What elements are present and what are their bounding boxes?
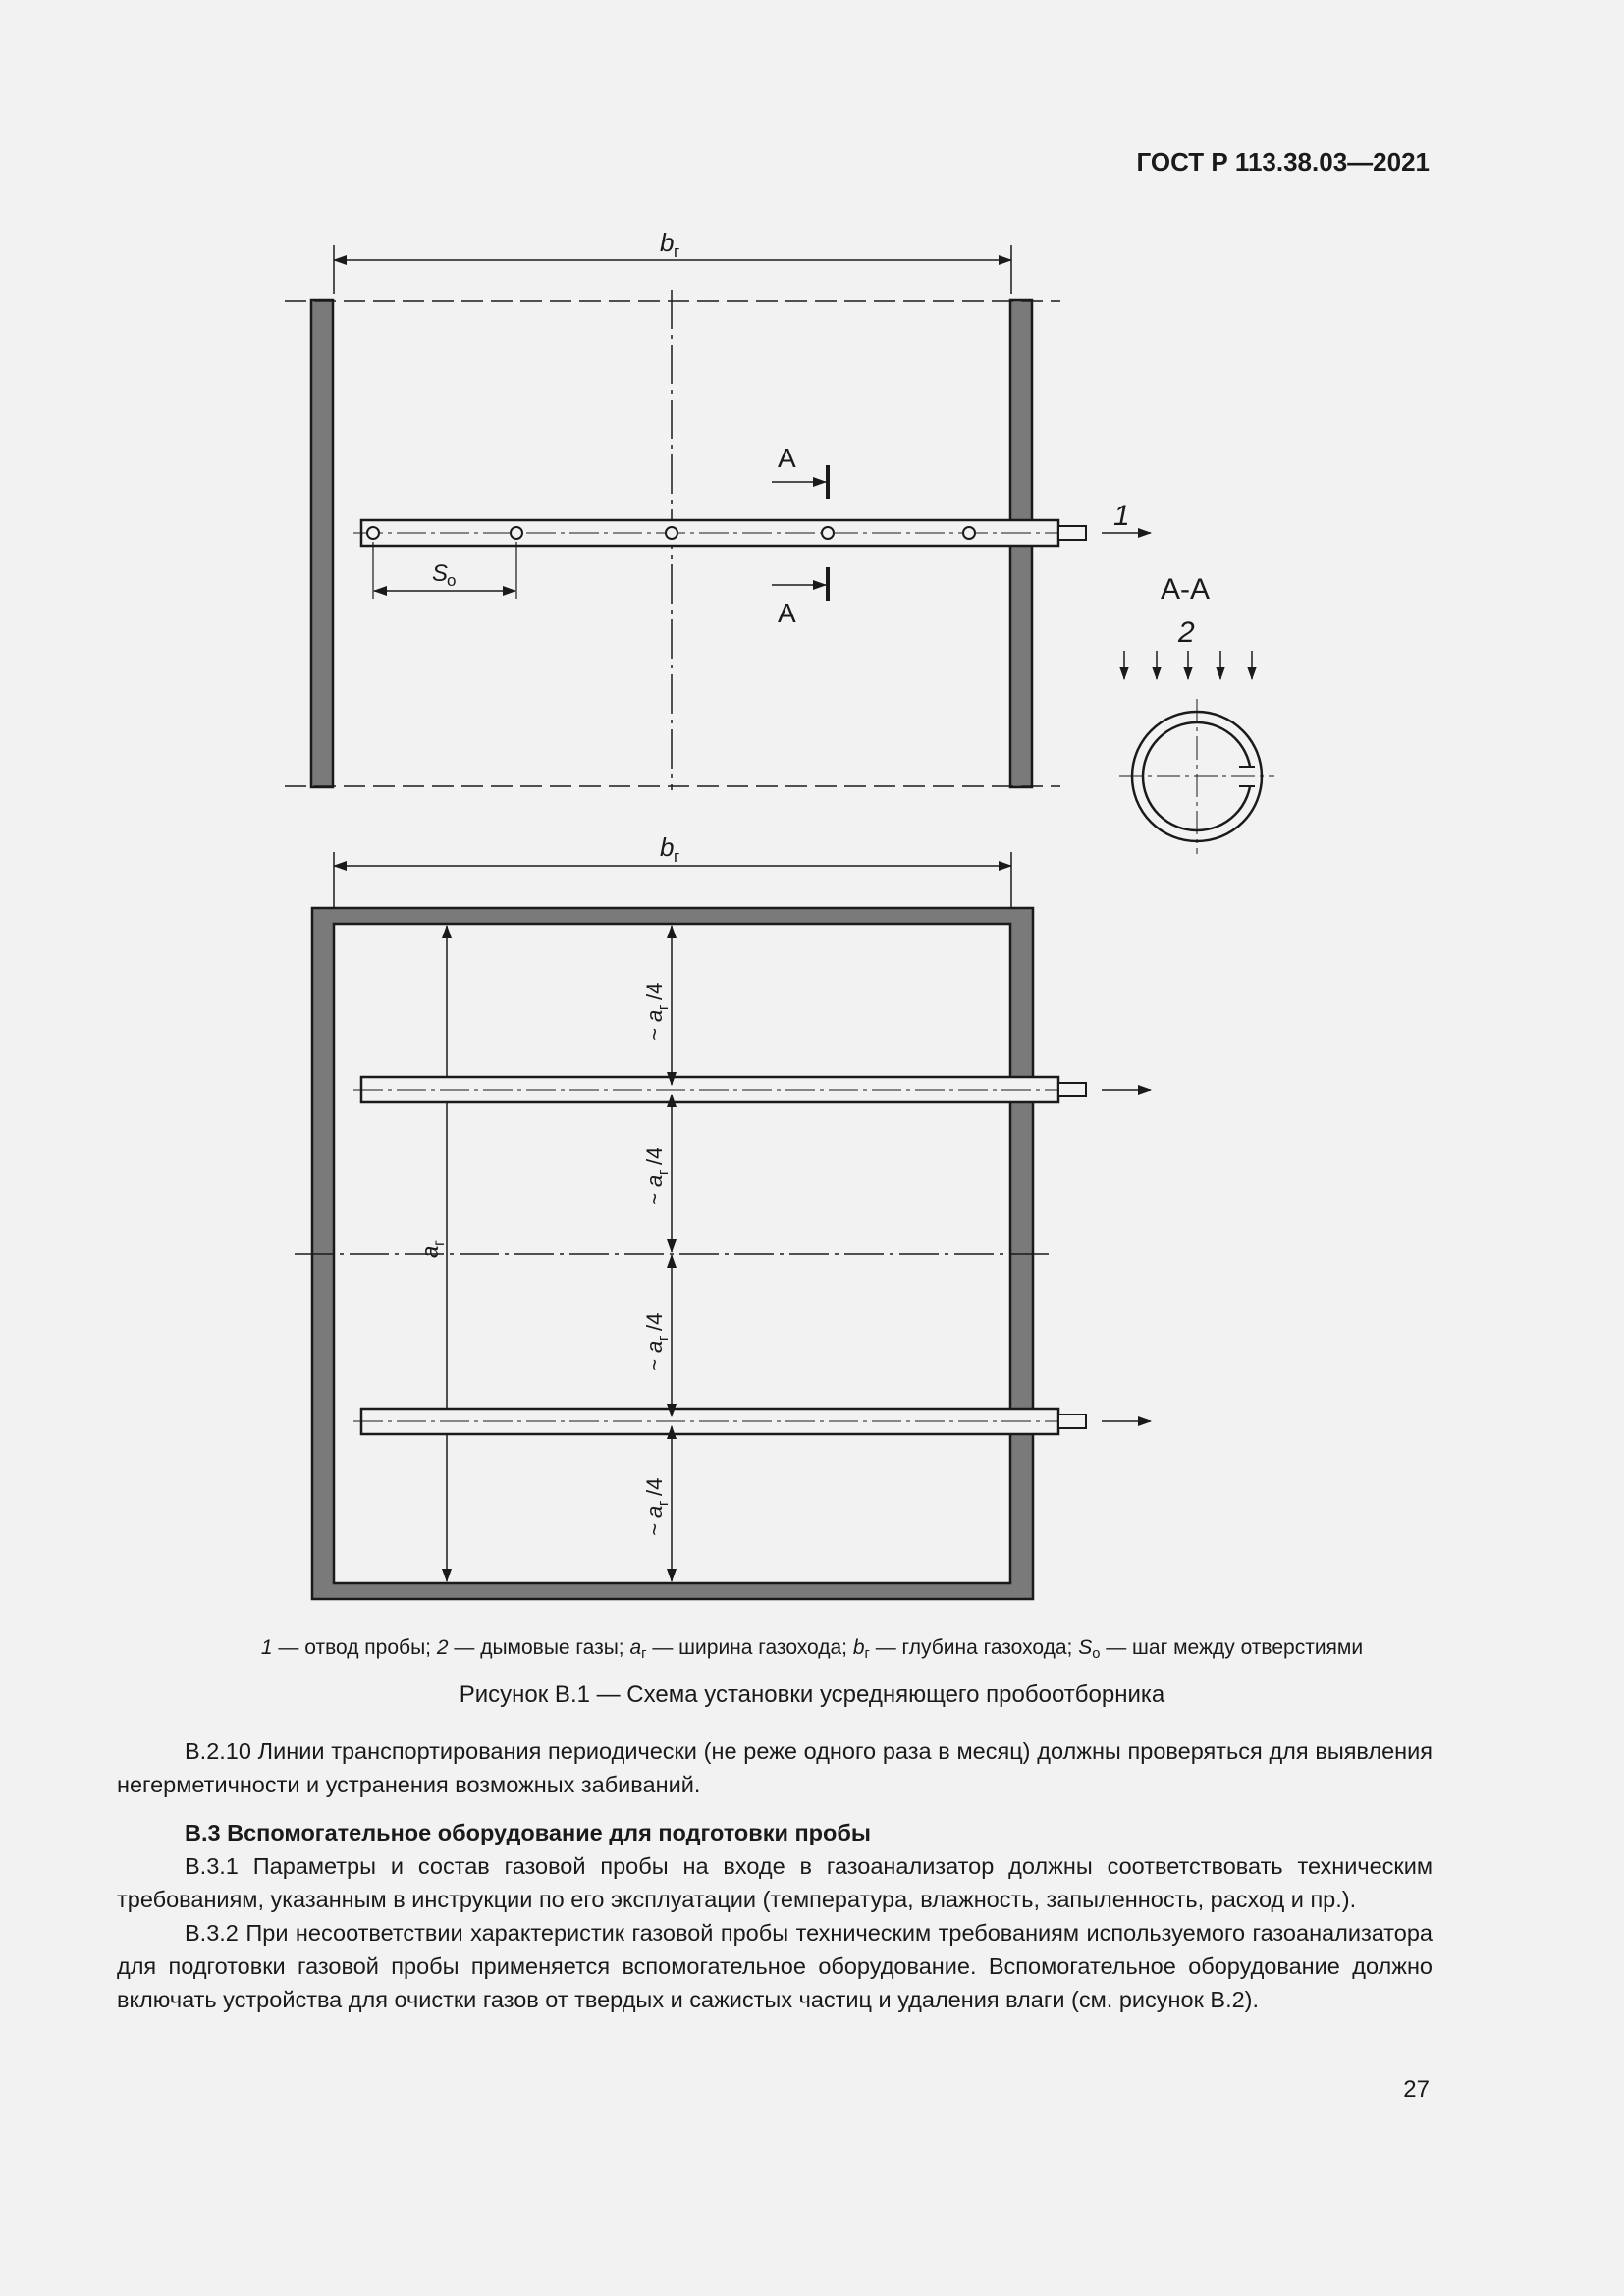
paragraph-b-3-2: В.3.2 При несоответствии характеристик газовой пробы техническим требованиям используемого газоанализатора для подготовки газовой пробы применяется вспомогательное оборудование. Вспомогательное оборудование должно включать устройства для очистки газов от твердых и сажистых частиц и удаления влаги (см. рисунок В.2). [117, 1920, 1433, 2012]
section-b3-title: В.3 Вспомогательное оборудование для подготовки пробы [185, 1820, 871, 1845]
svg-text:г: г [655, 1335, 672, 1341]
document-code: ГОСТ Р 113.38.03—2021 [1136, 147, 1430, 177]
svg-text:/4: /4 [642, 1147, 667, 1165]
svg-text:г: г [674, 242, 680, 261]
svg-text:г: г [655, 1169, 672, 1175]
probe-outlet-top [1058, 526, 1086, 540]
sampling-hole [511, 527, 522, 539]
paragraph-b-2-10: В.2.10 Линии транспортирования периодически (не реже одного раза в месяц) должны проверяться для выявления негерметичности и устранения возможных забиваний. [117, 1738, 1433, 1797]
section-b3-block [117, 1816, 1433, 2016]
quarter-label-4 [642, 1478, 672, 1536]
step-label: S [432, 561, 449, 587]
section-mark-lower: А [778, 598, 796, 628]
section-mark-upper: А [778, 443, 796, 473]
sampling-hole [367, 527, 379, 539]
svg-text:/4: /4 [642, 1477, 667, 1496]
svg-text:г: г [655, 1004, 672, 1010]
quarter-label-3 [642, 1313, 672, 1371]
sampling-hole [666, 527, 677, 539]
svg-text:о: о [447, 571, 457, 590]
svg-text:/4: /4 [642, 1312, 667, 1331]
depth-label-bottom: b [660, 832, 675, 862]
svg-text:~ a: ~ a [642, 1174, 667, 1205]
depth-label-top: b [660, 228, 675, 257]
figure-caption: Рисунок В.1 — Схема установки усредняющего пробоотборника [459, 1682, 1165, 1708]
svg-text:г: г [674, 847, 680, 866]
page-number: 27 [1403, 2076, 1430, 2103]
sampling-hole [963, 527, 975, 539]
svg-text:г: г [655, 1500, 672, 1506]
figure-legend: 1 — отвод пробы; 2 — дымовые газы; $a_г$ — ширина газохода; $b_г$ — глубина газохода; $S_о$ — шаг между отверстиями [260, 1636, 1364, 1662]
width-label: a [417, 1245, 444, 1258]
svg-text:~ a: ~ a [642, 1505, 667, 1536]
svg-text:/4: /4 [642, 982, 667, 1000]
svg-text:~ a: ~ a [642, 1340, 667, 1371]
outlet-label-1: 1 [1113, 500, 1130, 532]
duct-wall-left [311, 300, 333, 787]
quarter-label-2 [642, 1148, 672, 1205]
gas-label-2: 2 [1178, 616, 1195, 649]
section-a-a [1119, 573, 1274, 854]
top-view [285, 228, 1151, 790]
sampling-hole [822, 527, 834, 539]
svg-text:~ a: ~ a [642, 1009, 667, 1041]
quarter-label-1 [642, 983, 672, 1041]
svg-text:г: г [431, 1240, 448, 1246]
section-title: А-А [1161, 573, 1211, 606]
paragraph-b-3-1: В.3.1 Параметры и состав газовой пробы на входе в газоанализатор должны соответствовать техническим требованиям, указанным в инструкции по его эксплуатации (температура, влажность, запыленность, расход и пр.). [117, 1853, 1433, 1912]
duct-cross-section [295, 832, 1151, 1599]
